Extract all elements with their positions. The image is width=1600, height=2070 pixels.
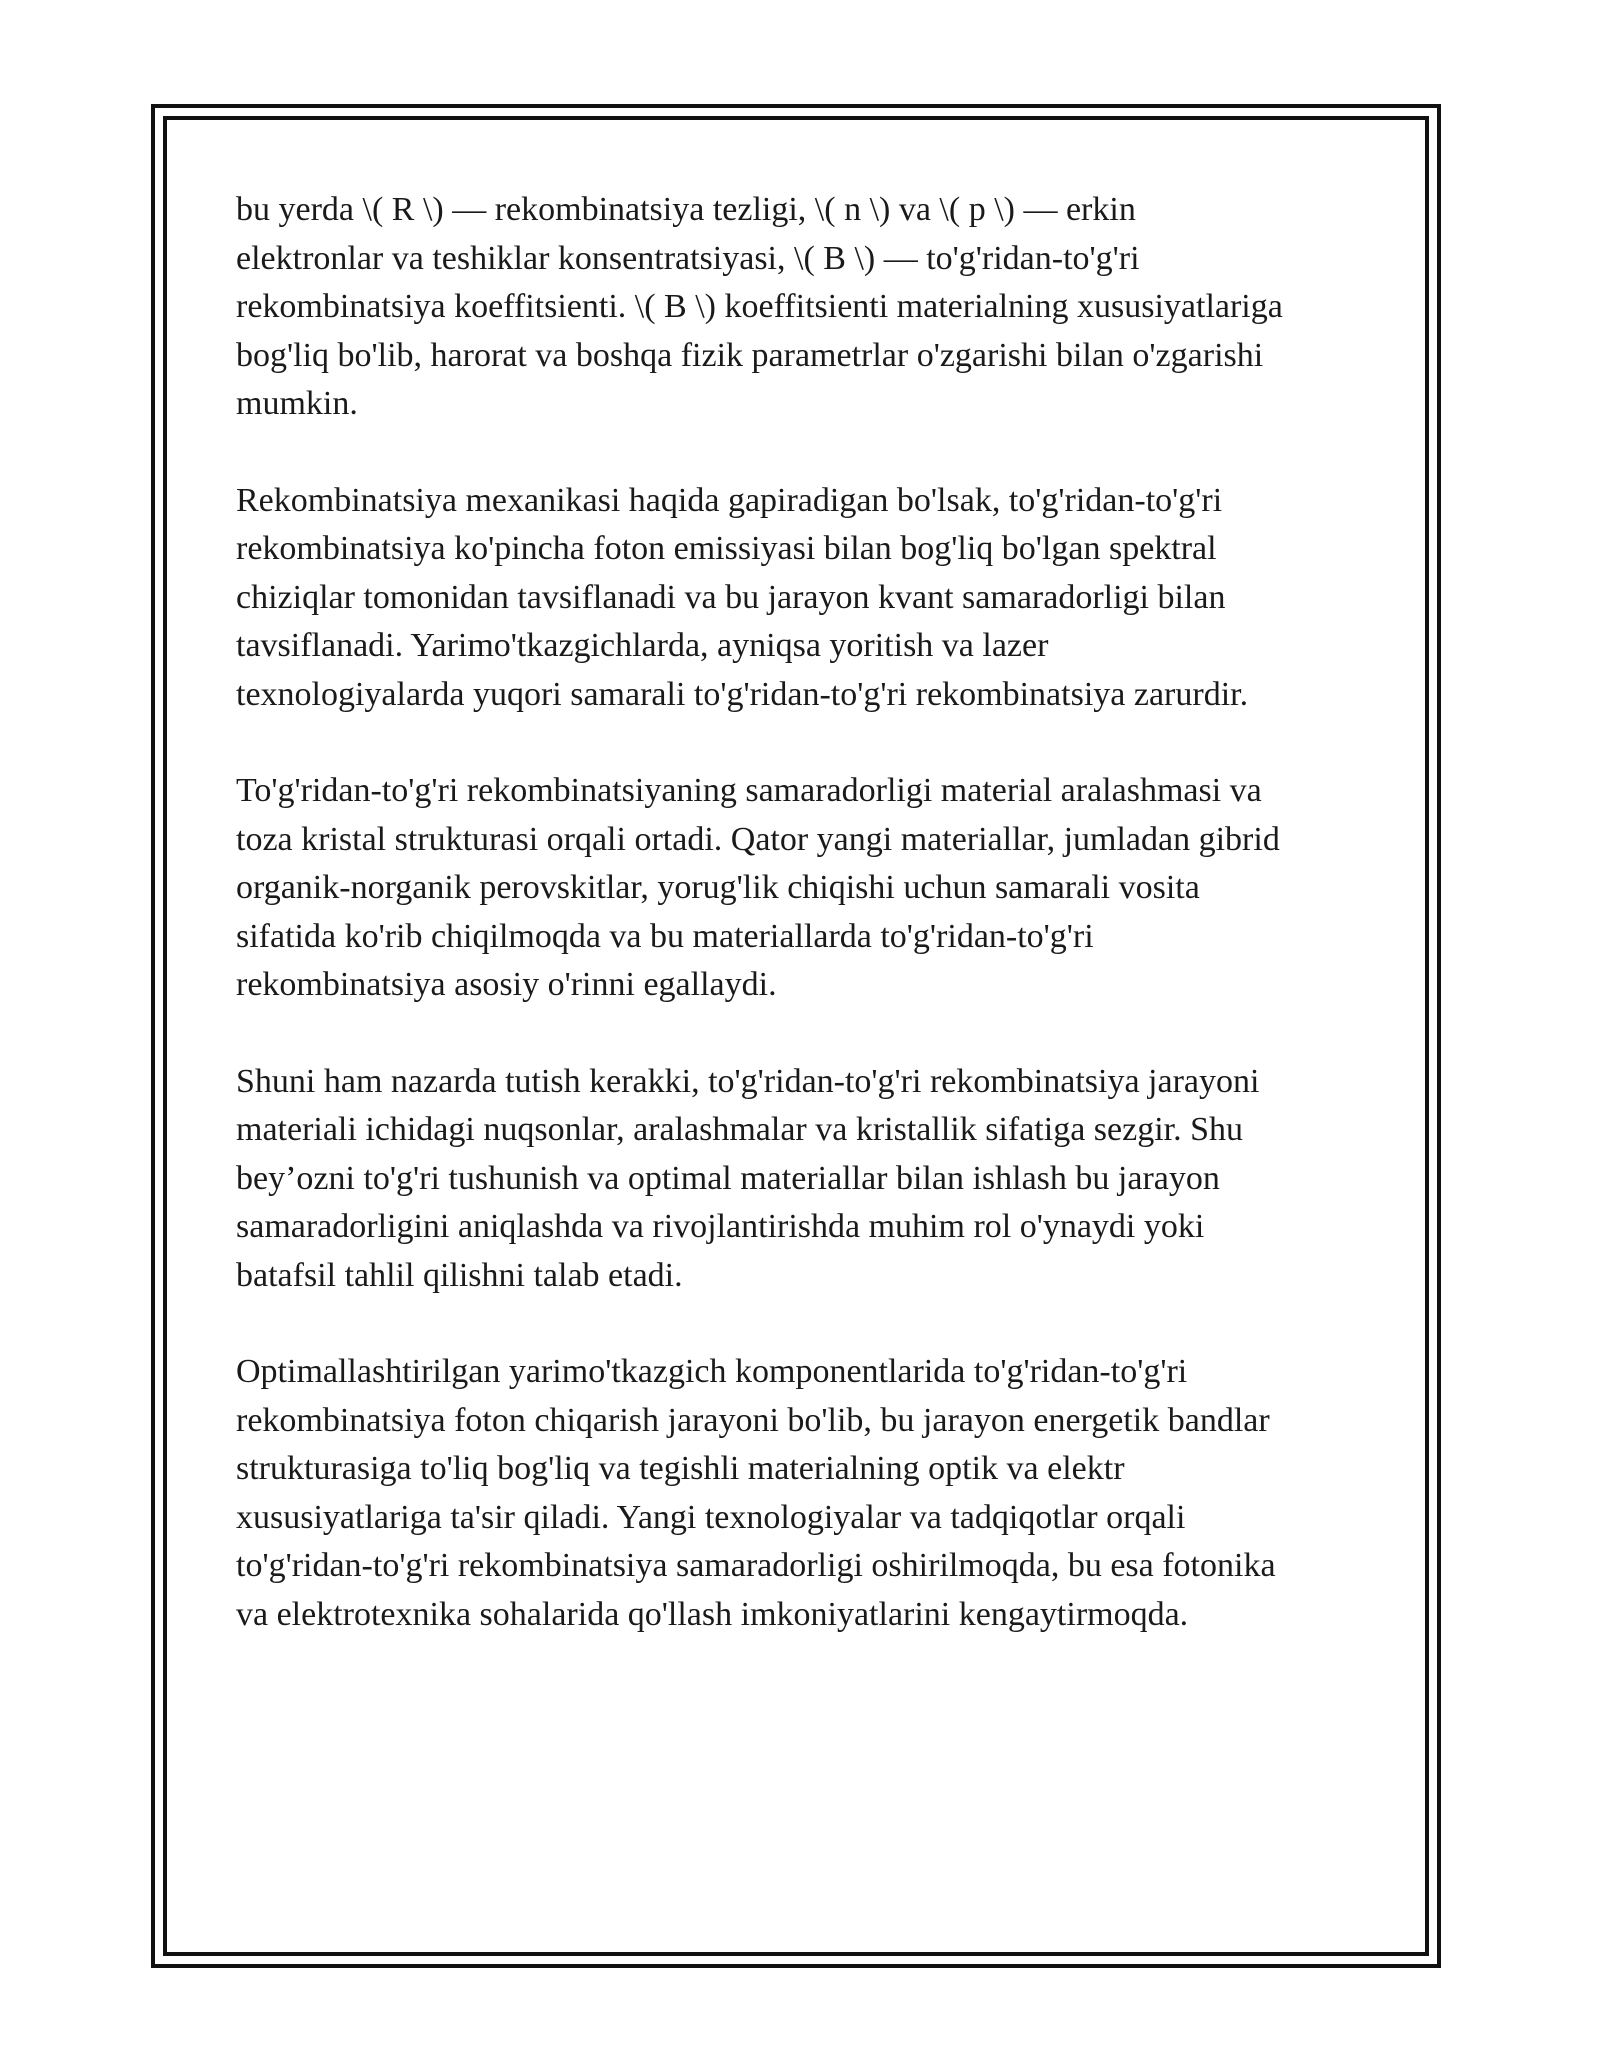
paragraph-recombination-definition: bu yerda \( R \) — rekombinatsiya tezligi, \( n \) va \( p \) — erkin elektronlar va teshiklar konsentratsiyasi, \( B \) — to'g'ridan-to'g'ri rekombinatsiya koeffitsienti. \( B \) koeffitsienti materialning xususiyatlariga bog'liq bo'lib, harorat va boshqa fizik parametrlar o'zgarishi bilan o'zgarishi mumkin. — [236, 191, 1283, 422]
paragraph-optimized-components: Optimallashtirilgan yarimo'tkazgich komponentlarida to'g'ridan-to'g'ri rekombinatsiya foton chiqarish jarayoni bo'lib, bu jarayon energetik bandlar strukturasiga to'liq bog'liq va tegishli materialning optik va elektr xususiyatlariga ta'sir qiladi. Yangi texnologiyalar va tadqiqotlar orqali to'g'ridan-to'g'ri rekombinatsiya samaradorligi oshirilmoqda, bu esa fotonika va elektrotexnika sohalarida qo'llash imkoniyatlarini kengaytirmoqda. — [236, 1353, 1276, 1633]
document-body — [236, 186, 1386, 1687]
paragraph-material-sensitivity: Shuni ham nazarda tutish kerakki, to'g'ridan-to'g'ri rekombinatsiya jarayoni materiali ichidagi nuqsonlar, aralashmalar va kristallik sifatiga sezgir. Shu bey’ozni to'g'ri tushunish va optimal materiallar bilan ishlash bu jarayon samaradorligini aniqlashda va rivojlantirishda muhim rol o'ynaydi yoki batafsil tahlil qilishni talab etadi. — [236, 1062, 1260, 1294]
paragraph-recombination-efficiency: To'g'ridan-to'g'ri rekombinatsiyaning samaradorligi material aralashmasi va toza kristal strukturasi orqali ortadi. Qator yangi materiallar, jumladan gibrid organik-norganik perovskitlar, yorug'lik chiqishi uchun samarali vosita sifatida ko'rib chiqilmoqda va bu materiallarda to'g'ridan-to'g'ri rekombinatsiya asosiy o'rinni egallaydi. — [236, 772, 1280, 1003]
paragraph-recombination-mechanics: Rekombinatsiya mexanikasi haqida gapiradigan bo'lsak, to'g'ridan-to'g'ri rekombinatsiya ko'pincha foton emissiyasi bilan bog'liq bo'lgan spektral chiziqlar tomonidan tavsiflanadi va bu jarayon kvant samaradorligi bilan tavsiflanadi. Yarimo'tkazgichlarda, ayniqsa yoritish va lazer texnologiyalarda yuqori samarali to'g'ridan-to'g'ri rekombinatsiya zarurdir. — [236, 481, 1249, 713]
